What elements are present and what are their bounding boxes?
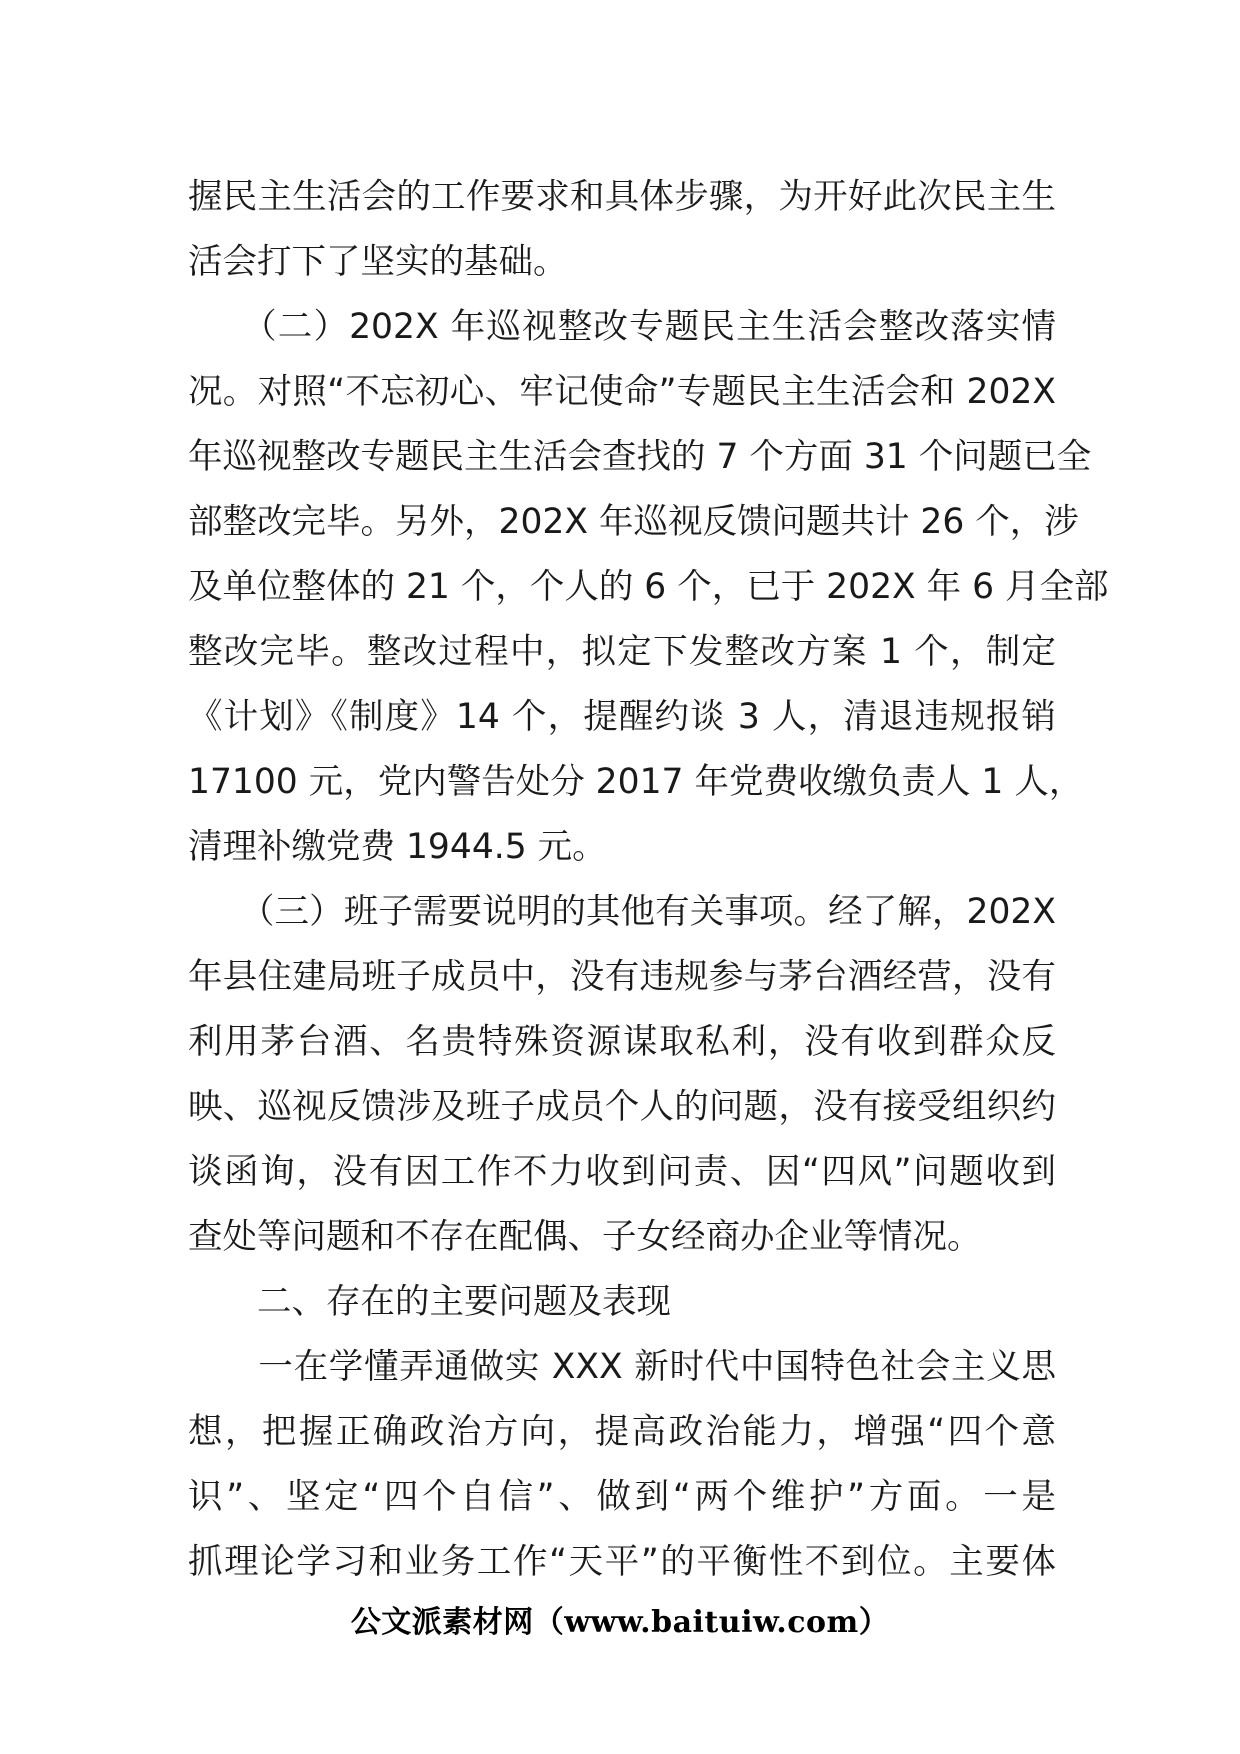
text-line-6: 部整改完毕。另外，202X 年巡视反馈问题共计 26 个，涉 bbox=[188, 502, 1079, 542]
text-line-22: 抓理论学习和业务工作“天平”的平衡性不到位。主要体 bbox=[188, 1542, 1056, 1582]
document-body bbox=[188, 165, 1109, 1595]
text-line-5: 年巡视整改专题民主生活会查找的 7 个方面 31 个问题已全 bbox=[188, 437, 1092, 477]
text-line-13: 年县住建局班子成员中，没有违规参与茅台酒经营，没有 bbox=[188, 957, 1056, 997]
text-line-16: 谈函询，没有因工作不力收到问责、因“四风”问题收到 bbox=[188, 1152, 1056, 1192]
footer-watermark: 公文派素材网（www.baituiw.com） bbox=[350, 1605, 890, 1640]
text-line-17: 查处等问题和不存在配偶、子女经商办企业等情况。 bbox=[188, 1217, 982, 1257]
text-line-4: 况。对照“不忘初心、牢记使命”专题民主生活会和 202X bbox=[188, 372, 1056, 412]
text-line-9: 《计划》《制度》14 个，提醒约谈 3 人，清退违规报销 bbox=[188, 697, 1056, 737]
text-line-7: 及单位整体的 21 个，个人的 6 个，已于 202X 年 6 月全部 bbox=[188, 567, 1109, 607]
text-line-8: 整改完毕。整改过程中，拟定下发整改方案 1 个，制定 bbox=[188, 632, 1056, 672]
text-line-12: （三）班子需要说明的其他有关事项。经了解，202X bbox=[188, 892, 1056, 932]
section-heading: 二、存在的主要问题及表现 bbox=[188, 1282, 671, 1322]
text-line-2: 活会打下了坚实的基础。 bbox=[188, 242, 568, 282]
text-line-10: 17100 元，党内警告处分 2017 年党费收缴负责人 1 人， bbox=[188, 762, 1084, 802]
text-line-1: 握民主生活会的工作要求和具体步骤，为开好此次民主生 bbox=[188, 177, 1056, 217]
text-line-20: 想，把握正确政治方向，提高政治能力，增强“四个意 bbox=[188, 1412, 1056, 1452]
text-line-15: 映、巡视反馈涉及班子成员个人的问题，没有接受组织约 bbox=[188, 1087, 1056, 1127]
text-line-19: 一在学懂弄通做实 XXX 新时代中国特色社会主义思 bbox=[188, 1347, 1056, 1387]
text-line-14: 利用茅台酒、名贵特殊资源谋取私利，没有收到群众反 bbox=[188, 1022, 1056, 1062]
text-line-11: 清理补缴党费 1944.5 元。 bbox=[188, 827, 607, 867]
text-line-21: 识”、坚定“四个自信”、做到“两个维护”方面。一是 bbox=[188, 1477, 1056, 1517]
text-line-3: （二）202X 年巡视整改专题民主生活会整改落实情 bbox=[188, 307, 1056, 347]
